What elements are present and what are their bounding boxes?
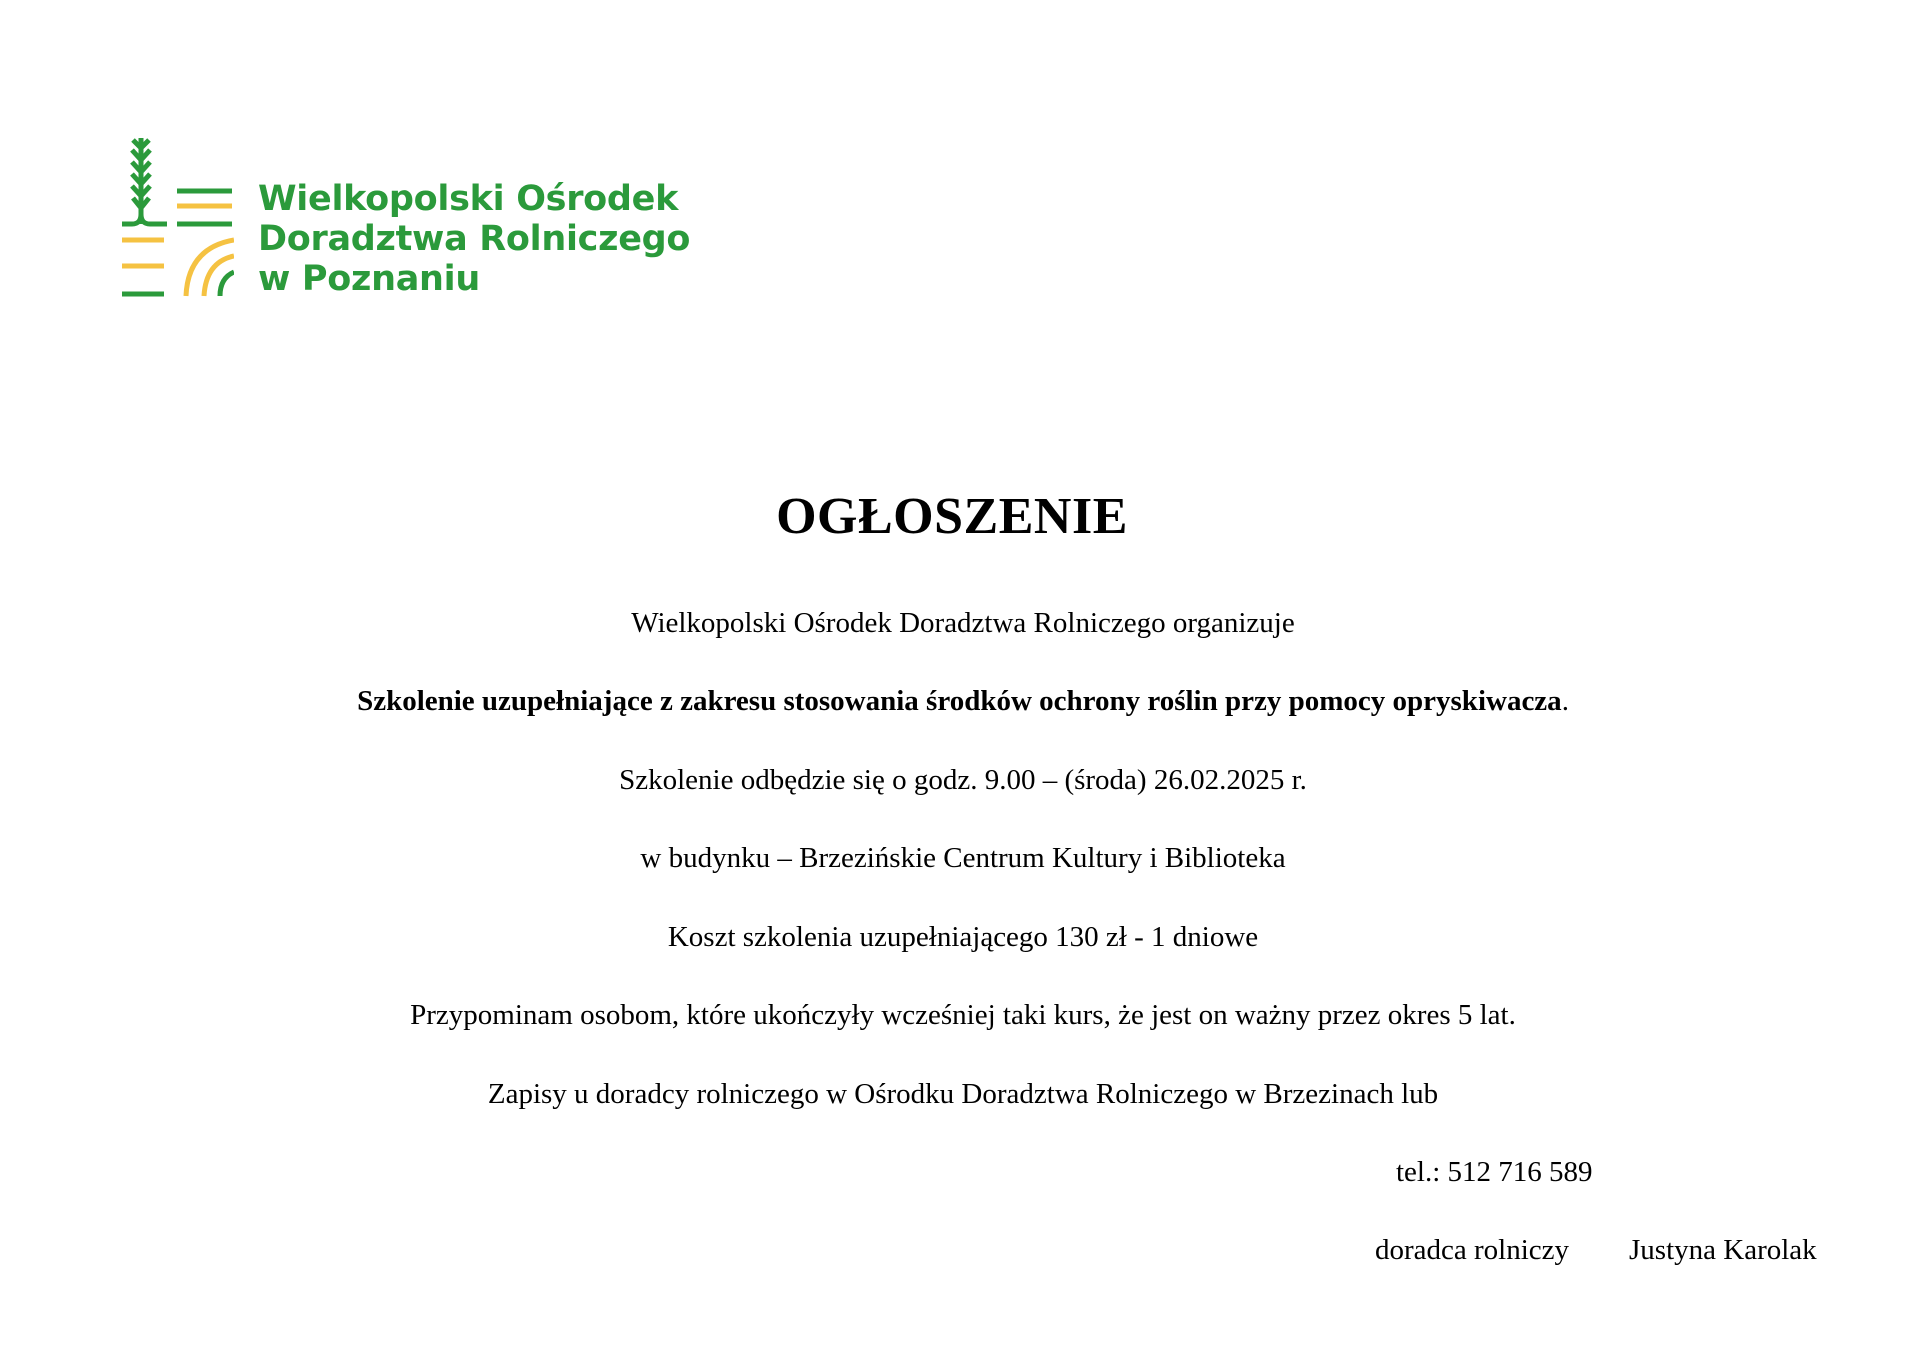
organization-logo <box>122 136 691 306</box>
advisor-name: Justyna Karolak <box>1629 1234 1817 1266</box>
cost-line: Koszt szkolenia uzupełniającego 130 zł - 1 dniowe <box>667 921 1259 953</box>
phone-number: tel.: 512 716 589 <box>1396 1156 1593 1188</box>
logo-text <box>258 179 690 299</box>
wheat-field-logo-icon <box>122 136 234 306</box>
registration-line: Zapisy u doradcy rolniczego w Ośrodku Doradztwa Rolniczego w Brzezinach lub <box>487 1078 1439 1110</box>
logo-text-line-3: w Poznaniu <box>258 259 480 299</box>
logo-text-line-1: Wielkopolski Ośrodek <box>258 179 679 219</box>
logo-text-line-2: Doradztwa Rolniczego <box>258 219 691 259</box>
schedule-line: Szkolenie odbędzie się o godz. 9.00 – (środa) 26.02.2025 r. <box>619 764 1307 796</box>
training-name: Szkolenie uzupełniające z zakresu stosowania środków ochrony roślin przy pomocy opryskiwacza <box>357 685 1562 717</box>
training-name-period: . <box>1561 685 1569 717</box>
training-name-line <box>0 684 1920 718</box>
announcement-title: OGŁOSZENIE <box>776 488 1128 545</box>
advisor-role: doradca rolniczy <box>1375 1234 1570 1266</box>
venue-line: w budynku – Brzezińskie Centrum Kultury i Biblioteka <box>640 842 1286 874</box>
reminder-line: Przypominam osobom, które ukończyły wcześniej taki kurs, że jest on ważny przez okres 5 lat. <box>410 999 1516 1031</box>
organizer-line: Wielkopolski Ośrodek Doradztwa Rolniczego organizuje <box>631 607 1295 639</box>
